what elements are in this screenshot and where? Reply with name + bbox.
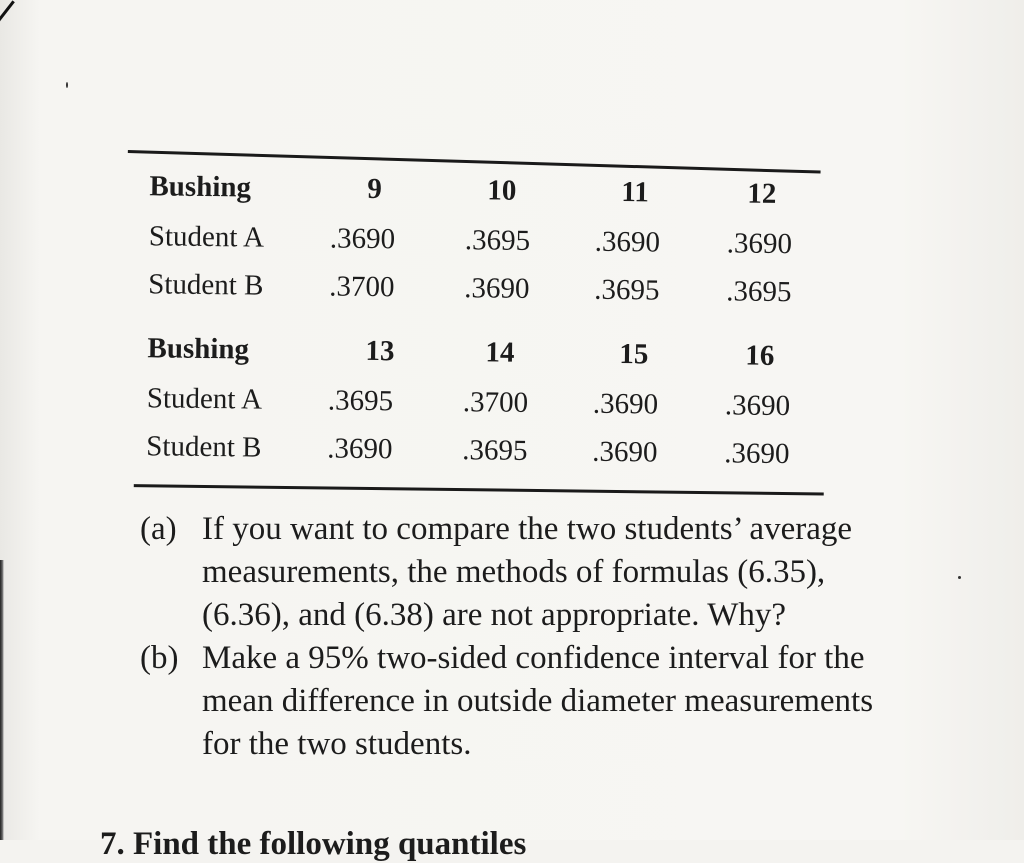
question-marker: (a) bbox=[140, 511, 177, 547]
measurement-cell: .3695 bbox=[726, 275, 792, 309]
table-row bbox=[127, 220, 827, 269]
question-text: If you want to compare the two students’ average measurements, the methods of formulas (6.35), (6.36), and (6.38) are not appropriate. Why? bbox=[202, 511, 852, 633]
bushing-number: 11 bbox=[621, 176, 650, 209]
header-label: Bushing bbox=[149, 170, 252, 204]
measurement-cell: .3695 bbox=[327, 384, 394, 418]
scan-edge-mark bbox=[0, 0, 15, 25]
measurement-cell: .3690 bbox=[592, 435, 658, 469]
question-a bbox=[140, 508, 920, 637]
bushing-number: 9 bbox=[367, 172, 383, 206]
measurement-cell: .3690 bbox=[724, 437, 790, 471]
measurement-cell: .3690 bbox=[724, 389, 791, 423]
row-label: Student A bbox=[146, 382, 263, 416]
table-row bbox=[125, 382, 825, 431]
table-row bbox=[126, 268, 826, 317]
page-binding-shadow bbox=[0, 560, 4, 840]
bushing-number: 13 bbox=[365, 334, 395, 368]
measurement-cell: .3700 bbox=[462, 386, 529, 419]
row-label: Student A bbox=[148, 220, 265, 254]
measurement-cell: .3695 bbox=[462, 434, 528, 467]
bushing-number: 12 bbox=[747, 177, 777, 210]
exercise-questions bbox=[140, 508, 920, 766]
next-exercise-cutoff: 7. Find the following quantiles bbox=[100, 826, 527, 862]
table-row bbox=[124, 430, 824, 479]
question-text: Make a 95% two-sided confidence interval for the mean difference in outside diameter measurements for the two students. bbox=[202, 640, 874, 762]
bushing-number: 15 bbox=[619, 338, 649, 371]
measurement-cell: .3690 bbox=[592, 387, 659, 421]
table-bottom-rule bbox=[134, 484, 824, 495]
bushing-number: 14 bbox=[485, 336, 515, 369]
scan-speck bbox=[66, 82, 68, 88]
row-label: Student B bbox=[148, 268, 264, 302]
measurement-cell: .3700 bbox=[329, 270, 395, 304]
measurement-cell: .3690 bbox=[464, 272, 530, 305]
header-label: Bushing bbox=[147, 332, 250, 366]
bushing-measurements-table bbox=[128, 140, 828, 471]
bushing-number: 16 bbox=[745, 339, 775, 372]
row-label: Student B bbox=[146, 430, 262, 464]
measurement-cell: .3690 bbox=[327, 432, 393, 466]
table-header-row bbox=[127, 170, 827, 219]
measurement-cell: .3690 bbox=[329, 222, 396, 256]
measurement-cell: .3690 bbox=[726, 227, 793, 261]
question-b bbox=[140, 637, 920, 766]
table-top-rule bbox=[128, 150, 821, 174]
measurement-cell: .3690 bbox=[594, 225, 661, 259]
bushing-number: 10 bbox=[487, 174, 517, 207]
measurement-cell: .3695 bbox=[594, 273, 660, 307]
scan-speck bbox=[958, 576, 961, 579]
question-marker: (b) bbox=[140, 640, 179, 676]
table-header-row bbox=[125, 332, 825, 381]
measurement-cell: .3695 bbox=[464, 224, 531, 257]
